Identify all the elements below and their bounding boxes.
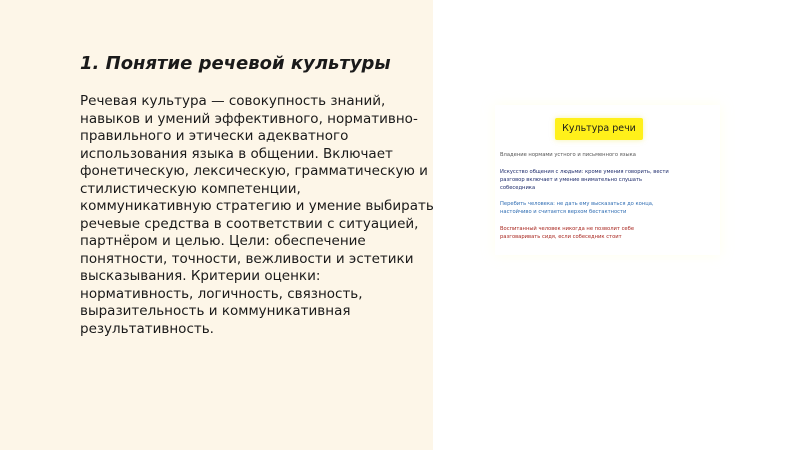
- illustration-paragraph-3: [500, 200, 710, 216]
- body-line: использования языка в общении. Включает: [80, 145, 393, 162]
- illustration-paragraph-2: [500, 168, 710, 192]
- speech-culture-illustration: [495, 105, 720, 255]
- illustration-badge: Культура речи: [555, 118, 643, 140]
- illustration-line: собеседника: [500, 185, 536, 191]
- illustration-line: разговор включает и умение внимательно слушать: [500, 177, 643, 183]
- slide-title: 1. Понятие речевой культуры: [80, 53, 391, 74]
- illustration-line: Искусство общения с людьми: кроме умения говорить, вести: [500, 169, 669, 175]
- illustration-line: разговаривать сидя, если собеседник стоит: [500, 234, 622, 240]
- illustration-line: настойчиво и считается верхом бестактности: [500, 209, 627, 215]
- illustration-line: Владение нормами устного и письменного языка: [500, 152, 636, 158]
- body-line: нормативность, логичность, связность,: [80, 285, 363, 302]
- body-line: правильного и этически адекватного: [80, 128, 349, 144]
- body-line: понятности, точности, вежливости и эстетики: [80, 250, 414, 267]
- body-line: партнёром и целью. Цели: обеспечение: [80, 233, 366, 249]
- body-line: Речевая культура — совокупность знаний,: [80, 93, 386, 109]
- body-line: стилистическую компетенции,: [80, 180, 301, 197]
- illustration-line: Перебить человека: не дать ему высказаться до конца,: [500, 201, 654, 207]
- body-line: фонетическую, лексическую, грамматическую и: [80, 163, 428, 179]
- body-line: речевые средства в соответствии с ситуацией,: [80, 215, 419, 232]
- body-line: выразительность и коммуникативная: [80, 303, 351, 319]
- body-line: навыков и умений эффективного, нормативно-: [80, 110, 418, 127]
- body-line: коммуникативную стратегию и умение выбирать: [80, 198, 434, 214]
- illustration-paragraph-1: [500, 151, 710, 159]
- illustration-paragraph-4: [500, 225, 710, 241]
- slide-body-text: [80, 93, 434, 338]
- body-line: результативность.: [80, 320, 214, 337]
- body-line: высказывания. Критерии оценки:: [80, 268, 321, 284]
- illustration-line: Воспитанный человек никогда не позволит себе: [500, 226, 635, 232]
